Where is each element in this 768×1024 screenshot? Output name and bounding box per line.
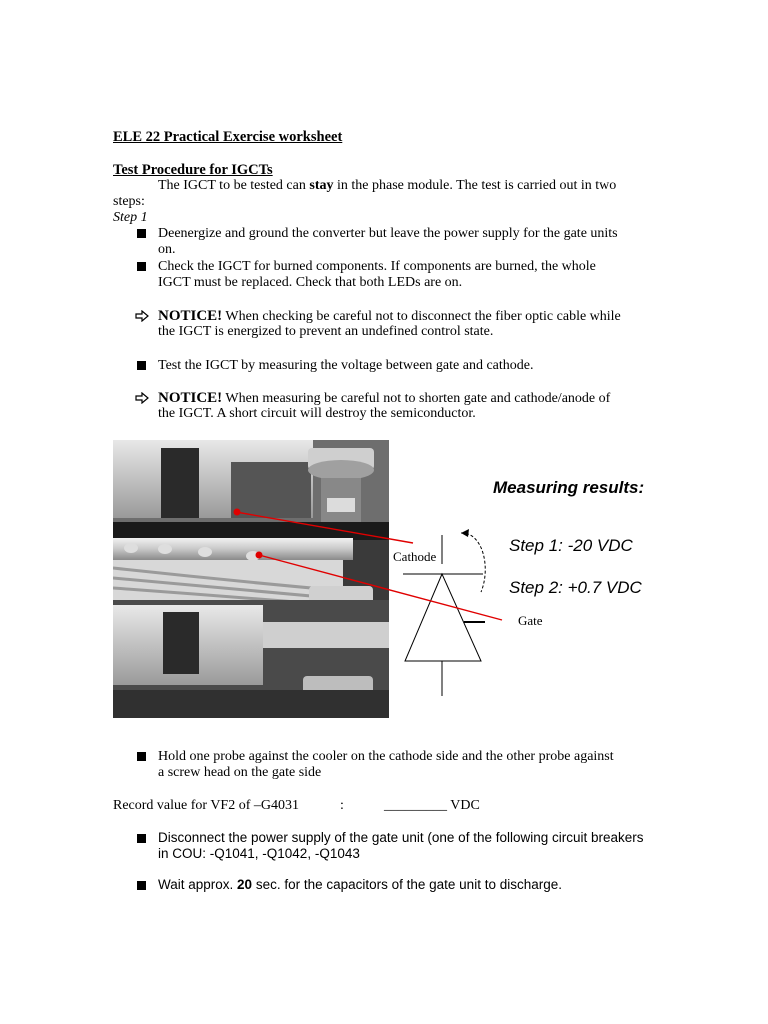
square-bullet-icon xyxy=(137,881,146,890)
bullet-check-line2: IGCT must be replaced. Check that both LEDs are on. xyxy=(158,275,463,290)
notice-2-line1 xyxy=(158,390,610,407)
bullet-wait-line xyxy=(158,877,562,893)
bullet-deenergize-line1: Deenergize and ground the converter but leave the power supply for the gate units xyxy=(158,226,618,241)
square-bullet-icon xyxy=(137,229,146,238)
notice-text: When measuring be careful not to shorten gate and cathode/anode of xyxy=(222,391,611,406)
record-value-blank[interactable]: _________ VDC xyxy=(384,798,480,813)
step2-result: Step 2: +0.7 VDC xyxy=(509,578,642,597)
step1-label: Step 1 xyxy=(113,210,148,225)
bullet-deenergize-line2: on. xyxy=(158,242,176,257)
section-title: Test Procedure for IGCTs xyxy=(113,162,273,178)
bullet-test-igct: Test the IGCT by measuring the voltage between gate and cathode. xyxy=(158,358,534,373)
intro-text-post: in the phase module. The test is carried out in two xyxy=(333,178,617,193)
square-bullet-icon xyxy=(137,361,146,370)
intro-bold-word: stay xyxy=(309,178,334,193)
square-bullet-icon xyxy=(137,834,146,843)
hollow-right-arrow-icon xyxy=(135,392,149,404)
wait-text: Wait approx. xyxy=(158,877,238,892)
probe-point-cathode xyxy=(234,509,241,516)
bullet-disconnect-line2: in COU: -Q1041, -Q1042, -Q1043 xyxy=(158,846,360,861)
square-bullet-icon xyxy=(137,262,146,271)
wait-text-post: sec. for the capacitors of the gate unit to discharge. xyxy=(252,877,562,892)
intro-line-2: steps: xyxy=(113,194,145,209)
bullet-check-line1: Check the IGCT for burned components. If components are burned, the whole xyxy=(158,259,596,274)
probe-point-gate xyxy=(256,552,263,559)
notice-1-line1 xyxy=(158,308,621,325)
bullet-hold-probe-line2: a screw head on the gate side xyxy=(158,765,322,780)
gate-label: Gate xyxy=(518,613,543,628)
intro-text: The IGCT to be tested can xyxy=(158,178,310,193)
record-value-label: Record value for VF2 of –G4031 xyxy=(113,798,299,813)
measuring-results-title: Measuring results: xyxy=(493,478,645,497)
square-bullet-icon xyxy=(137,752,146,761)
record-value-colon: : xyxy=(340,798,344,813)
hollow-right-arrow-icon xyxy=(135,310,149,322)
bullet-disconnect-line1: Disconnect the power supply of the gate unit (one of the following circuit breakers xyxy=(158,830,644,845)
notice-label: NOTICE! xyxy=(158,390,223,406)
document-title: ELE 22 Practical Exercise worksheet xyxy=(113,129,343,145)
notice-1-line2: the IGCT is energized to prevent an undefined control state. xyxy=(158,324,494,339)
notice-text: When checking be careful not to disconnect the fiber optic cable while xyxy=(222,309,621,324)
notice-label: NOTICE! xyxy=(158,308,223,324)
cathode-label: Cathode xyxy=(393,549,437,564)
notice-2-line2: the IGCT. A short circuit will destroy the semiconductor. xyxy=(158,406,476,421)
bullet-hold-probe-line1: Hold one probe against the cooler on the cathode side and the other probe against xyxy=(158,749,614,764)
step1-result: Step 1: -20 VDC xyxy=(509,536,633,555)
intro-line-1 xyxy=(158,178,616,194)
igct-measurement-figure xyxy=(113,440,645,720)
wait-seconds: 20 xyxy=(237,877,253,892)
